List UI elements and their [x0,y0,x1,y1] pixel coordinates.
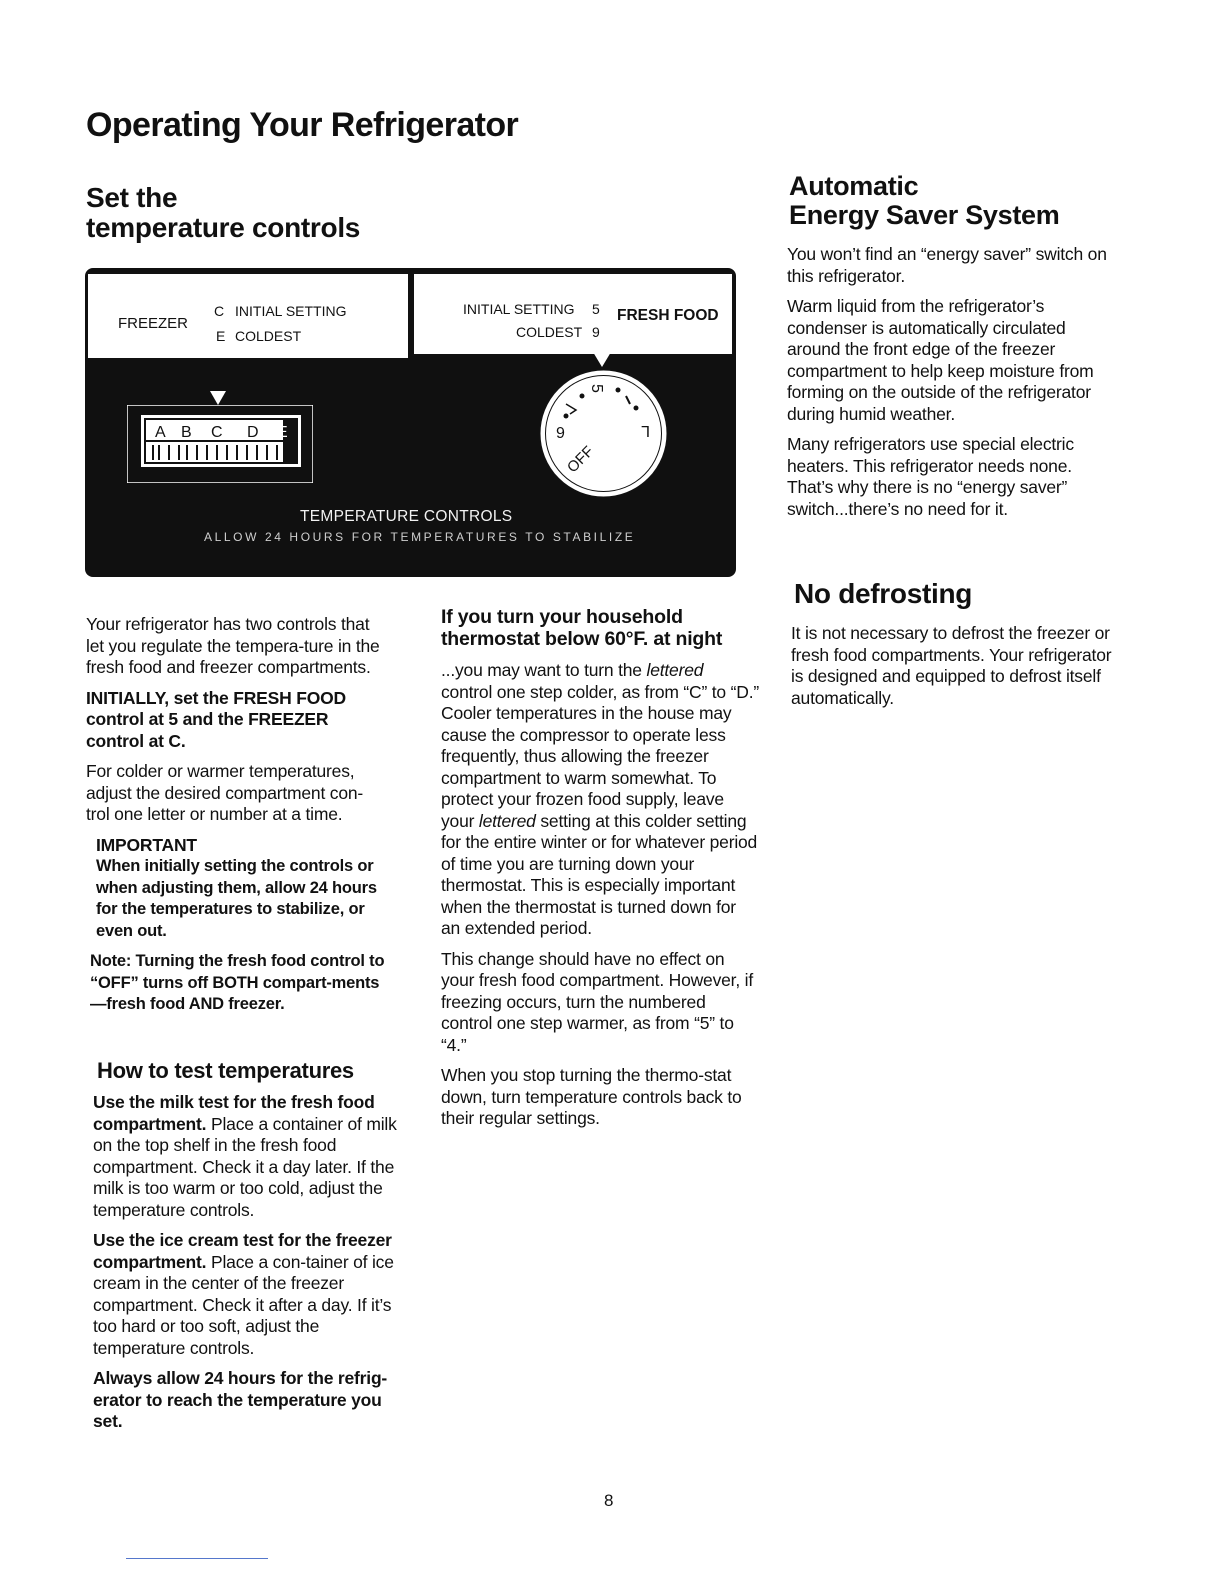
panel-title: TEMPERATURE CONTROLS [300,508,513,525]
important-heading: IMPORTANT [96,834,197,855]
thermostat-heading: If you turn your household thermostat below 60°F. at night [441,606,723,650]
test-temperatures-title: How to test temperatures [97,1058,354,1083]
letter-c: C [211,424,223,441]
lettered-emphasis-2: lettered [478,810,536,831]
energy-paragraph-3: Many refrigerators use special electric heaters. This refrigerator needs none. That’s why there is no “energy saver” switch...there’s no need for it. [787,434,1074,519]
page-number: 8 [604,1491,614,1510]
column-middle [441,606,759,1139]
freezer-control-slider[interactable] [127,405,313,483]
fresh-food-label: FRESH FOOD [617,307,719,324]
ice-cream-test-body: Place a con-tainer of ice cream in the center of the freezer compartment. Check it after a day. If it’s too hard or too soft, adjust the temperature controls. [93,1251,394,1358]
no-defrosting-section [791,623,1116,718]
thermostat-text-a: ...you may want to turn the [441,660,642,680]
freezer-e-letter: E [216,328,226,344]
fresh-initial-number: 5 [592,301,600,317]
defrost-paragraph: It is not necessary to defrost the freezer or fresh food compartments. Your refrigerator is designed and equipped to defrost itself automatically. [791,623,1112,708]
no-defrosting-title: No defrosting [794,578,973,609]
milk-test-paragraph [93,1092,405,1221]
ice-cream-test-lead: Use the ice cream test for the freezer compartment. [93,1230,392,1272]
column-left [86,614,386,1025]
energy-saver-section [787,244,1112,529]
fresh-initial-setting: INITIAL SETTING [463,301,575,317]
freezer-pointer-icon [207,390,229,406]
freezer-label: FREEZER [118,315,189,332]
ice-cream-test-paragraph [93,1230,405,1359]
restore-settings-paragraph: When you stop turning the thermo-stat down, turn temperature controls back to their regular settings. [441,1065,742,1128]
allow-24-hours-note: Always allow 24 hours for the refrig-erator to reach the temperature you set. [93,1368,388,1431]
milk-test-body: Place a container of milk on the top shelf in the fresh food compartment. Check it a day later. If the milk is too warm or too cold, adjust the temperature controls. [93,1113,397,1220]
dial-number-9: 9 [556,425,565,442]
test-temperatures-section [93,1092,405,1442]
milk-test-lead: Use the milk test for the fresh food compartment. [93,1092,375,1134]
intro-paragraph: Your refrigerator has two controls that let you regulate the tempera-ture in the fresh food and freezer compartments. [86,614,380,677]
dial-number-5: 5 [588,384,605,393]
thermostat-text-b: control one step colder, as from “C” to “D.” Cooler temperatures in the house may cause the compressor to operate less frequently, thus allowing the freezer compartment to warm somewhat. To protect your frozen food supply, leave your [441,681,759,831]
section-title-temperature [86,183,406,243]
off-note: Note: Turning the fresh food control to “OFF” turns off BOTH compart-ments—fresh food AND freezer. [90,952,385,1013]
panel-subtitle: ALLOW 24 HOURS FOR TEMPERATURES TO STABILIZE [204,530,636,544]
letter-d: D [247,424,259,441]
fresh-coldest-number: 9 [592,324,600,340]
energy-paragraph-1: You won’t find an “energy saver” switch on this refrigerator. [787,244,1107,286]
dial-off: OFF [563,442,598,477]
fresh-coldest: COLDEST [516,324,583,340]
energy-title-line2: Energy Saver System [789,200,1060,230]
footer-divider [126,1558,268,1559]
adjust-paragraph: For colder or warmer temperatures, adjust the desired compartment con-trol one letter or number at a time. [86,761,364,824]
section-title-line1: Set the [86,182,178,213]
fresh-food-effect-paragraph: This change should have no effect on your fresh food compartment. However, if freezing occurs, turn the numbered control one step warmer, as from “5” to “4.” [441,948,753,1055]
letter-e: E [277,424,288,441]
freezer-c-letter: C [214,303,225,319]
freezer-coldest: COLDEST [235,328,302,344]
page-title: Operating Your Refrigerator [86,106,519,144]
thermostat-paragraph [441,660,759,940]
energy-saver-title [789,172,1109,230]
lettered-emphasis: lettered [646,660,704,680]
letter-b: B [181,424,192,441]
initial-setting-instruction: INITIALLY, set the FRESH FOOD control at 5 and the FREEZER control at C. [86,687,346,751]
important-body: When initially setting the controls or when adjusting them, allow 24 hours for the temperatures to stabilize, or even out. [96,857,377,940]
energy-title-line1: Automatic [789,171,919,201]
fresh-food-dial[interactable] [536,366,671,501]
freezer-initial-setting: INITIAL SETTING [235,303,347,319]
dial-number-l: L [641,422,650,439]
energy-paragraph-2: Warm liquid from the refrigerator’s condenser is automatically circulated around the front edge of the freezer compartment to help keep moisture from forming on the outside of the refrigerator during humid weather. [787,296,1094,424]
letter-a: A [155,424,166,441]
thermostat-text-c: setting at this colder setting for the entire winter or for whatever period of time you are turning down your thermostat. This is especially important when the thermostat is turned down for an extended period. [441,810,758,938]
section-title-line2: temperature controls [86,212,361,243]
